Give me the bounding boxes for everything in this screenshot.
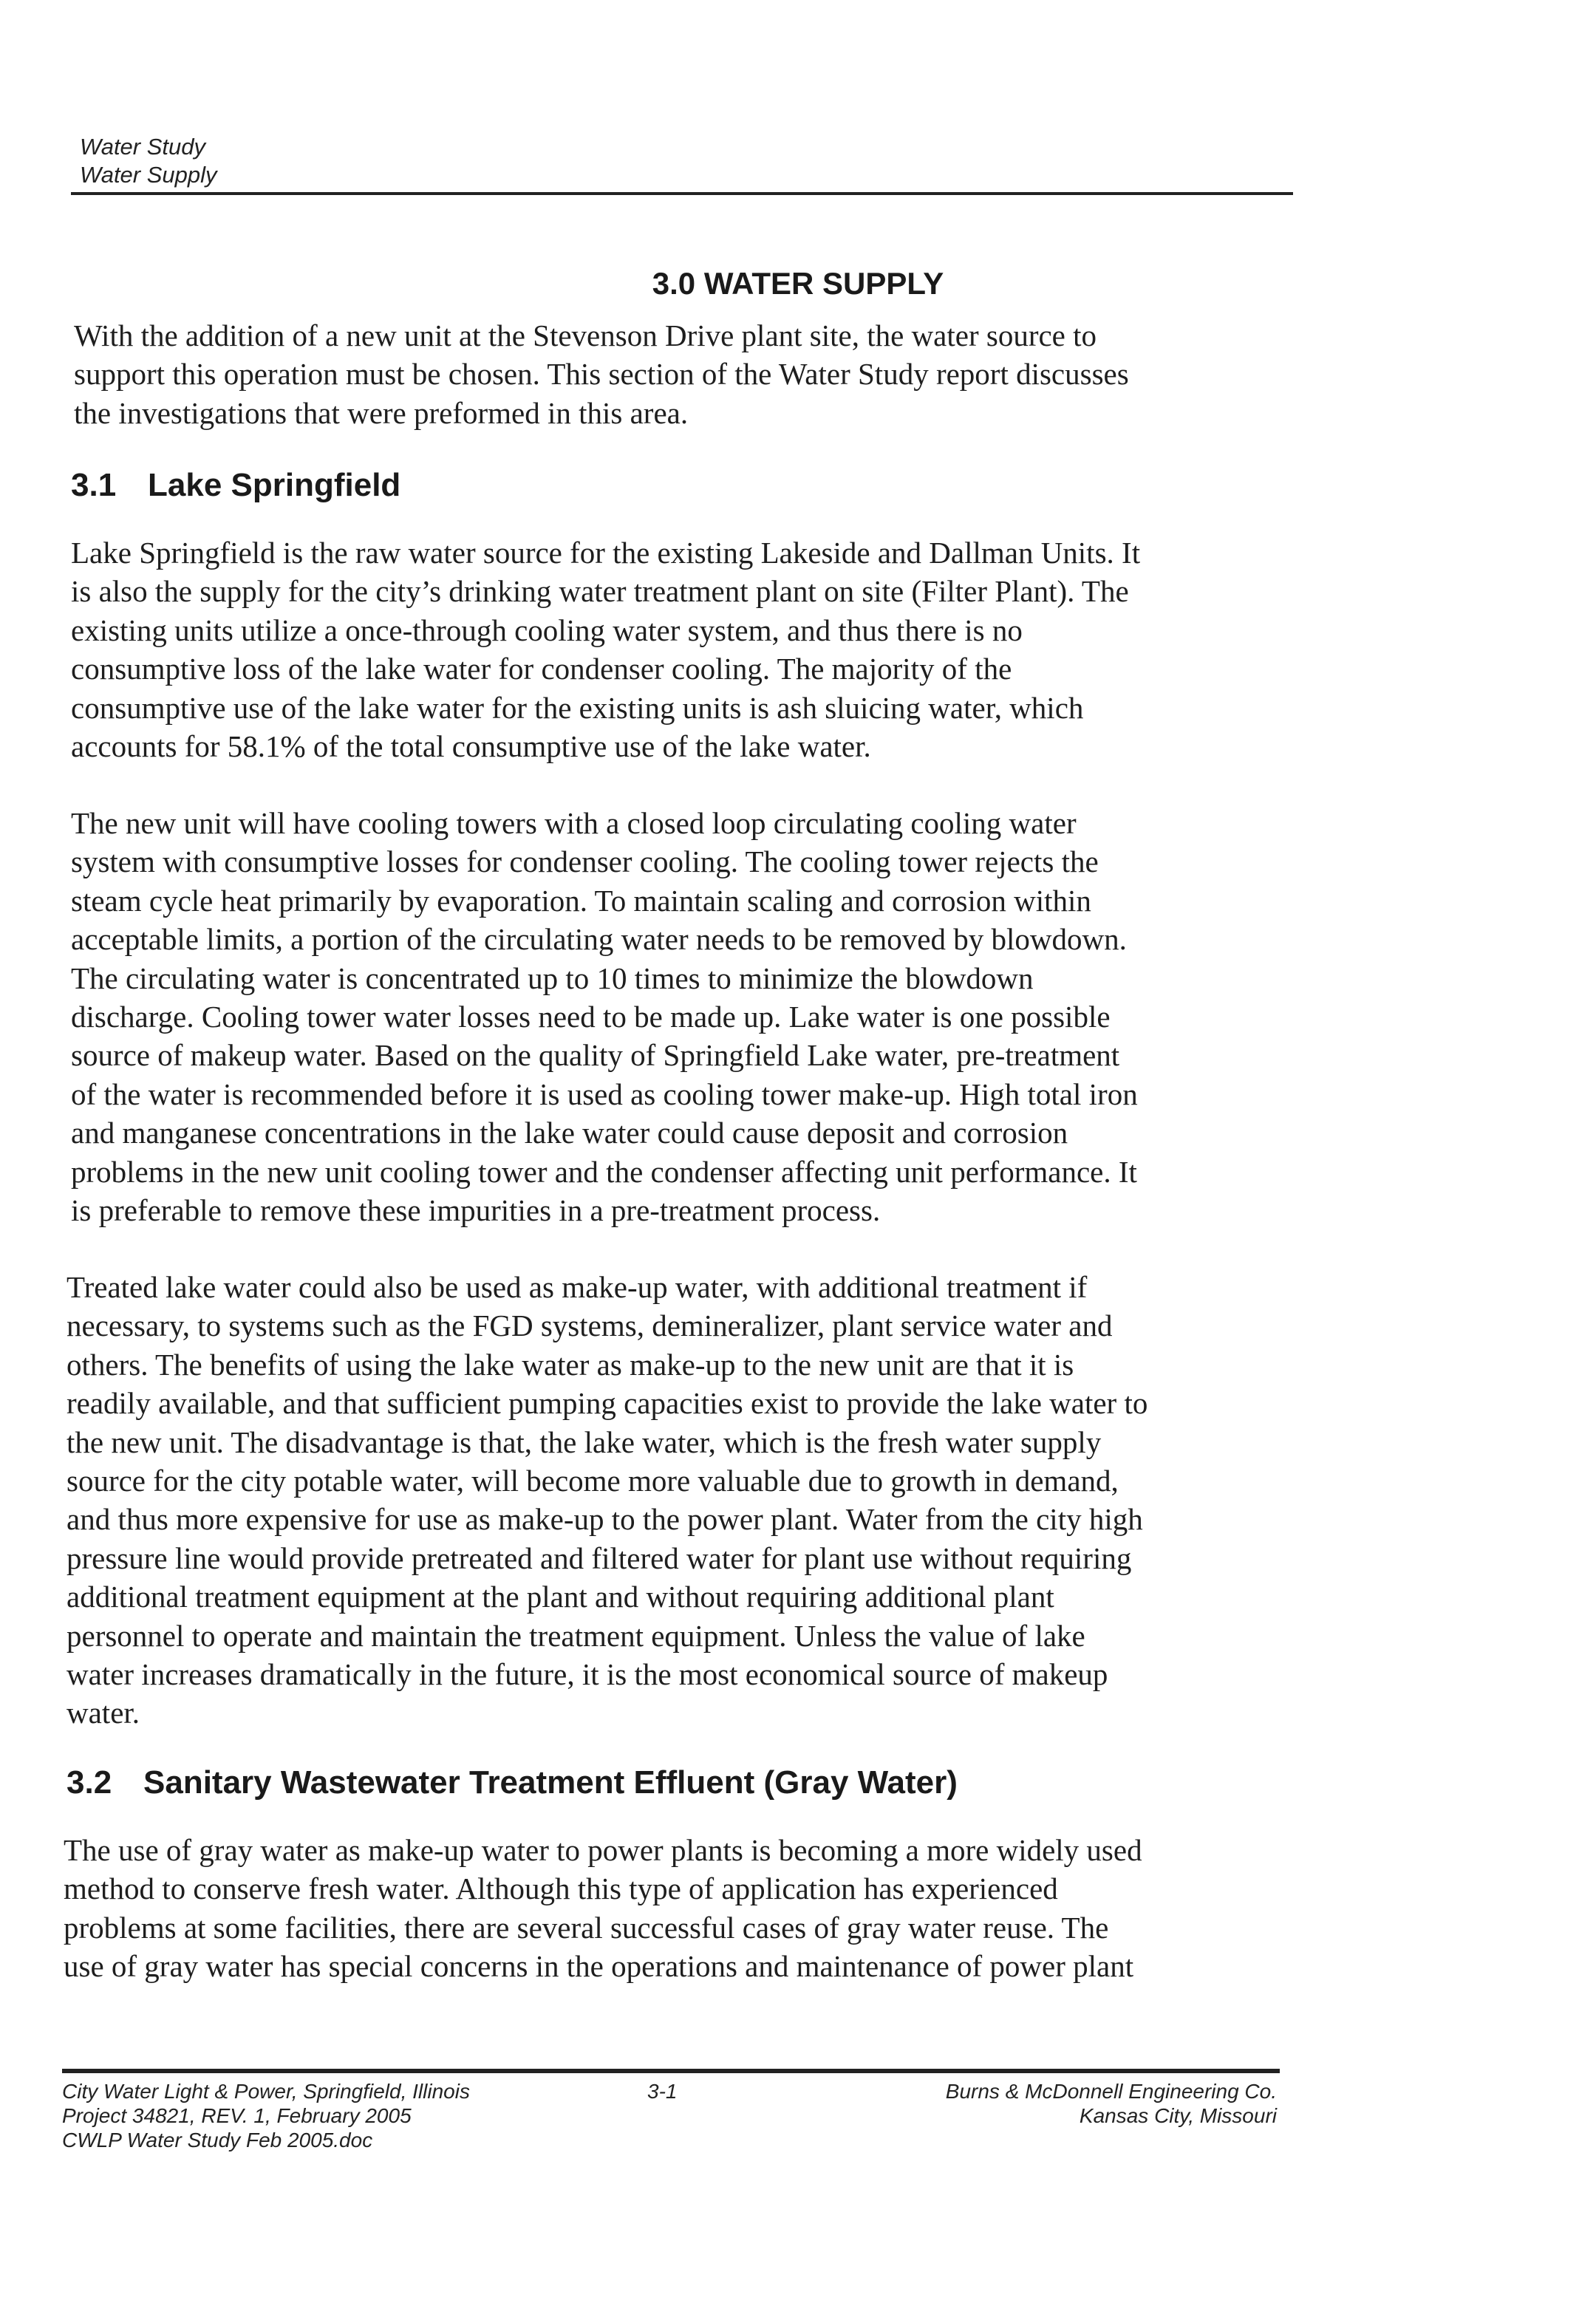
text-line: personnel to operate and maintain the treatment equipment. Unless the value of lake (66, 1618, 1085, 1653)
text-line: use of gray water has special concerns in the operations and maintenance of power plant (64, 1949, 1134, 1984)
section-title: Sanitary Wastewater Treatment Effluent (Gray Water) (143, 1764, 958, 1801)
section-heading-3-2 (66, 1764, 958, 1801)
text-line: readily available, and that sufficient pumping capacities exist to provide the lake water to (66, 1386, 1148, 1421)
text-line: problems at some facilities, there are several successful cases of gray water reuse. The (64, 1910, 1109, 1945)
text-line: method to conserve fresh water. Although this type of application has experienced (64, 1871, 1058, 1906)
text-line: system with consumptive losses for condenser cooling. The cooling tower rejects the (71, 844, 1099, 879)
footer-left (62, 2079, 470, 2152)
text-line: source for the city potable water, will become more valuable due to growth in demand, (66, 1464, 1119, 1498)
text-line: The circulating water is concentrated up to 10 times to minimize the blowdown (71, 960, 1034, 995)
footer-project: Project 34821, REV. 1, February 2005 (62, 2104, 412, 2127)
text-line: steam cycle heat primarily by evaporation. To maintain scaling and corrosion within (71, 883, 1091, 918)
section-number: 3.2 (66, 1764, 112, 1801)
text-line: problems in the new unit cooling tower and the condenser affecting unit performance. It (71, 1154, 1137, 1189)
text-line: and manganese concentrations in the lake water could cause deposit and corrosion (71, 1116, 1068, 1150)
section-title: Lake Springfield (148, 467, 401, 503)
intro-paragraph (74, 316, 1286, 432)
text-line: consumptive loss of the lake water for condenser cooling. The majority of the (71, 652, 1012, 686)
text-line: Lake Springfield is the raw water source for the existing Lakeside and Dallman Units. It (71, 536, 1141, 570)
text-line: pressure line would provide pretreated and filtered water for plant use without requiring (66, 1540, 1132, 1575)
header-line-2: Water Supply (80, 162, 217, 188)
text-line: accounts for 58.1% of the total consumptive use of the lake water. (71, 729, 871, 764)
text-line: discharge. Cooling tower water losses need to be made up. Lake water is one possible (71, 1000, 1111, 1034)
footer-page-number: 3-1 (647, 2080, 678, 2103)
text-line: existing units utilize a once-through cooling water system, and thus there is no (71, 612, 1023, 647)
text-line: additional treatment equipment at the plant and without requiring additional plant (66, 1580, 1054, 1614)
running-header (80, 133, 217, 189)
footer-filename: CWLP Water Study Feb 2005.doc (62, 2129, 373, 2152)
text-line: source of makeup water. Based on the quality of Springfield Lake water, pre-treatment (71, 1038, 1120, 1073)
section-heading-3-1 (71, 467, 400, 504)
section-3-1-paragraph-1 (71, 533, 1283, 765)
section-3-1-paragraph-3 (66, 1268, 1278, 1733)
text-line: is preferable to remove these impurities in a pre-treatment process. (71, 1193, 881, 1228)
text-line: support this operation must be chosen. This section of the Water Study report discusses (74, 357, 1129, 392)
section-3-1-paragraph-2 (71, 804, 1283, 1229)
text-line: The use of gray water as make-up water to power plants is becoming a more widely used (64, 1833, 1142, 1867)
text-line: of the water is recommended before it is used as cooling tower make-up. High total iron (71, 1076, 1138, 1111)
text-line: necessary, to systems such as the FGD systems, demineralizer, plant service water and (66, 1308, 1113, 1343)
text-line: consumptive use of the lake water for the existing units is ash sluicing water, which (71, 690, 1084, 725)
text-line: acceptable limits, a portion of the circulating water needs to be removed by blowdown. (71, 922, 1127, 957)
page-title: 3.0 WATER SUPPLY (652, 266, 944, 301)
footer-right (946, 2079, 1277, 2128)
footer-rule (62, 2069, 1280, 2073)
footer-company: Burns & McDonnell Engineering Co. (945, 2080, 1277, 2103)
text-line: water increases dramatically in the future, it is the most economical source of makeup (66, 1657, 1108, 1692)
section-3-2-paragraph-1 (64, 1831, 1275, 1986)
footer-location: Kansas City, Missouri (1079, 2104, 1277, 2127)
header-rule (71, 192, 1293, 195)
text-line: The new unit will have cooling towers with a closed loop circulating cooling water (71, 806, 1077, 840)
text-line: and thus more expensive for use as make-up to the power plant. Water from the city high (66, 1502, 1143, 1537)
text-line: the investigations that were preformed in this area. (74, 395, 689, 430)
header-line-1: Water Study (80, 134, 206, 160)
text-line: water. (66, 1696, 140, 1730)
text-line: is also the supply for the city’s drinking water treatment plant on site (Filter Plant). The (71, 574, 1129, 609)
footer-client: City Water Light & Power, Springfield, Illinois (62, 2080, 470, 2103)
text-line: others. The benefits of using the lake water as make-up to the new unit are that it is (66, 1347, 1074, 1382)
text-line: With the addition of a new unit at the Stevenson Drive plant site, the water source to (74, 318, 1097, 352)
text-line: the new unit. The disadvantage is that, the lake water, which is the fresh water supply (66, 1424, 1102, 1459)
text-line: Treated lake water could also be used as make-up water, with additional treatment if (66, 1270, 1088, 1304)
section-number: 3.1 (71, 467, 117, 503)
